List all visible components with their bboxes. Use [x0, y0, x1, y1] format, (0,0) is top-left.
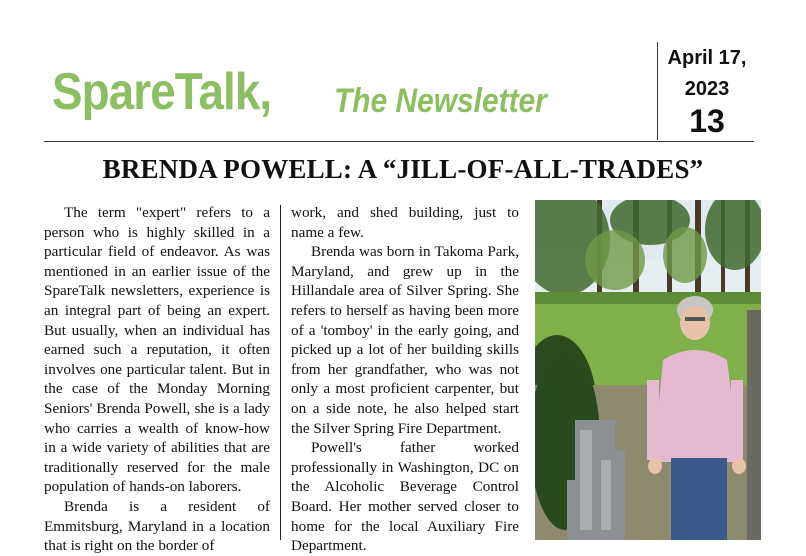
article-paragraph: Powell's father worked professionally in Washington, DC on the Alcoholic Beverage Control Board. Her mother served closer to home for the local Auxiliary Fire Department. [291, 439, 519, 555]
issue-number: 13 [689, 103, 725, 139]
article-paragraph-continued: work, and shed building, just to name a few. [291, 204, 519, 241]
article-paragraph: The term "expert" refers to a person who is highly skilled in a particular field of endeavor. As was mentioned in an earlier issue of the SpareTalk newsletters, experience is an integral part of being an expert. But usually, when an individual has earned such a reputation, it often involves one particular talent. But in the case of the Monday Morning Seniors' Brenda Powell, she is a lady who carries a wealth of know-how in a wide variety of abilities that are traditionally reserved for the male population of hands-on laborers. [44, 204, 270, 496]
issue-date-line2: 2023 [684, 78, 730, 100]
article-column-2 [291, 203, 519, 556]
article-headline: BRENDA POWELL: A “JILL-OF-ALL-TRADES” [102, 154, 704, 184]
masthead-divider [44, 141, 754, 142]
article-paragraph: Brenda was born in Takoma Park, Maryland, and grew up in the Hillandale area of Silver Spring. She refers to herself as having been more of a 'tomboy' in the early going, and picked up a lot of her building skills from her grandfather, who was not only a most proficient carpenter, but on a side note, he also helped start the Silver Spring Fire Department. [291, 243, 519, 437]
column-divider [280, 205, 281, 540]
masthead-subtitle: The Newsletter [334, 82, 547, 120]
article-column-1 [44, 203, 270, 556]
issue-info [657, 42, 756, 140]
masthead-title: SpareTalk, [52, 63, 272, 121]
issue-date-line1: April 17, [667, 47, 747, 69]
masthead [52, 62, 547, 122]
article-photo [535, 200, 761, 540]
article-paragraph: Brenda is a resident of Emmitsburg, Maryland in a location that is right on the border of [44, 497, 270, 555]
